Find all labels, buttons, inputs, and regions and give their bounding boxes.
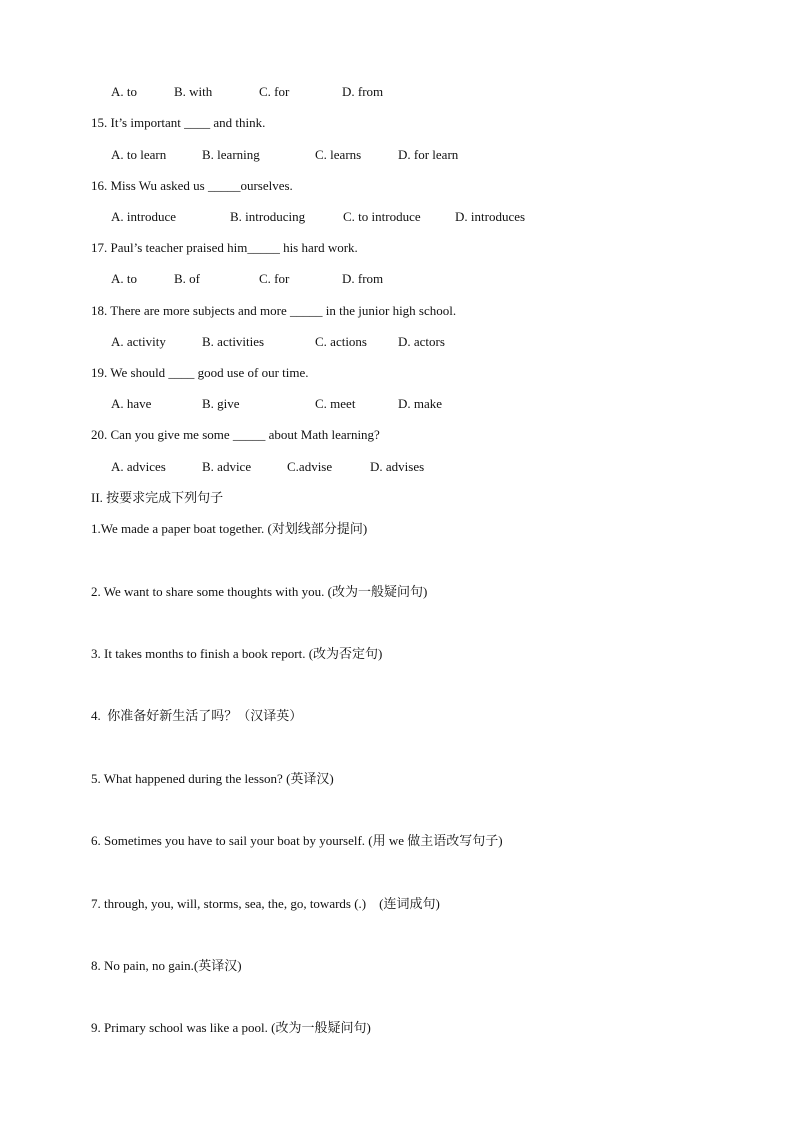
q15-option-c: C. learns (315, 147, 362, 162)
q20-option-c: C.advise (287, 459, 333, 474)
question-20-stem: 20. Can you give me some _____ about Math learning? (91, 427, 380, 442)
q16-option-a: A. introduce (111, 209, 176, 224)
q20-option-a: A. advices (111, 459, 166, 474)
q15-option-a: A. to learn (111, 147, 167, 162)
q18-option-a: A. activity (111, 334, 166, 349)
q14-option-b: B. with (174, 84, 213, 99)
q19-option-d: D. make (398, 396, 443, 411)
section-2-item-5: 5. What happened during the lesson? (英译汉) (91, 771, 334, 786)
q18-option-b: B. activities (202, 334, 265, 349)
q20-option-b: B. advice (202, 459, 252, 474)
question-19-stem: 19. We should ____ good use of our time. (91, 365, 309, 380)
section-2-item-8: 8. No pain, no gain.(英译汉) (91, 958, 242, 973)
section-2-item-3: 3. It takes months to finish a book report. (改为否定句) (91, 646, 383, 661)
section-2-title: II. 按要求完成下列句子 (91, 490, 224, 505)
q14-option-a: A. to (111, 84, 137, 99)
q19-option-b: B. give (202, 396, 240, 411)
section-2-item-6: 6. Sometimes you have to sail your boat by yourself. (用 we 做主语改写句子) (91, 833, 503, 848)
q16-option-c: C. to introduce (343, 209, 421, 224)
q18-option-d: D. actors (398, 334, 445, 349)
section-2-item-1: 1.We made a paper boat together. (对划线部分提问) (91, 521, 368, 536)
q15-option-d: D. for learn (398, 147, 459, 162)
q15-option-b: B. learning (202, 147, 260, 162)
section-2-item-2: 2. We want to share some thoughts with you. (改为一般疑问句) (91, 584, 428, 599)
q17-option-d: D. from (342, 271, 384, 286)
question-17-stem: 17. Paul’s teacher praised him_____ his hard work. (91, 240, 358, 255)
q14-option-c: C. for (259, 84, 290, 99)
section-2-item-9: 9. Primary school was like a pool. (改为一般疑问句) (91, 1020, 371, 1035)
q16-option-b: B. introducing (230, 209, 306, 224)
q17-option-a: A. to (111, 271, 137, 286)
question-15-stem: 15. It’s important ____ and think. (91, 115, 266, 130)
question-18-stem: 18. There are more subjects and more _____ in the junior high school. (91, 303, 457, 318)
q18-option-c: C. actions (315, 334, 367, 349)
q14-option-d: D. from (342, 84, 384, 99)
q16-option-d: D. introduces (455, 209, 526, 224)
q19-option-a: A. have (111, 396, 152, 411)
q17-option-b: B. of (174, 271, 200, 286)
section-2-item-7: 7. through, you, will, storms, sea, the, go, towards (.) (连词成句) (91, 896, 440, 911)
q20-option-d: D. advises (370, 459, 425, 474)
q17-option-c: C. for (259, 271, 290, 286)
question-16-stem: 16. Miss Wu asked us _____ourselves. (91, 178, 293, 193)
section-2-item-4: 4. 你准备好新生活了吗？（汉译英） (91, 708, 303, 723)
q19-option-c: C. meet (315, 396, 356, 411)
